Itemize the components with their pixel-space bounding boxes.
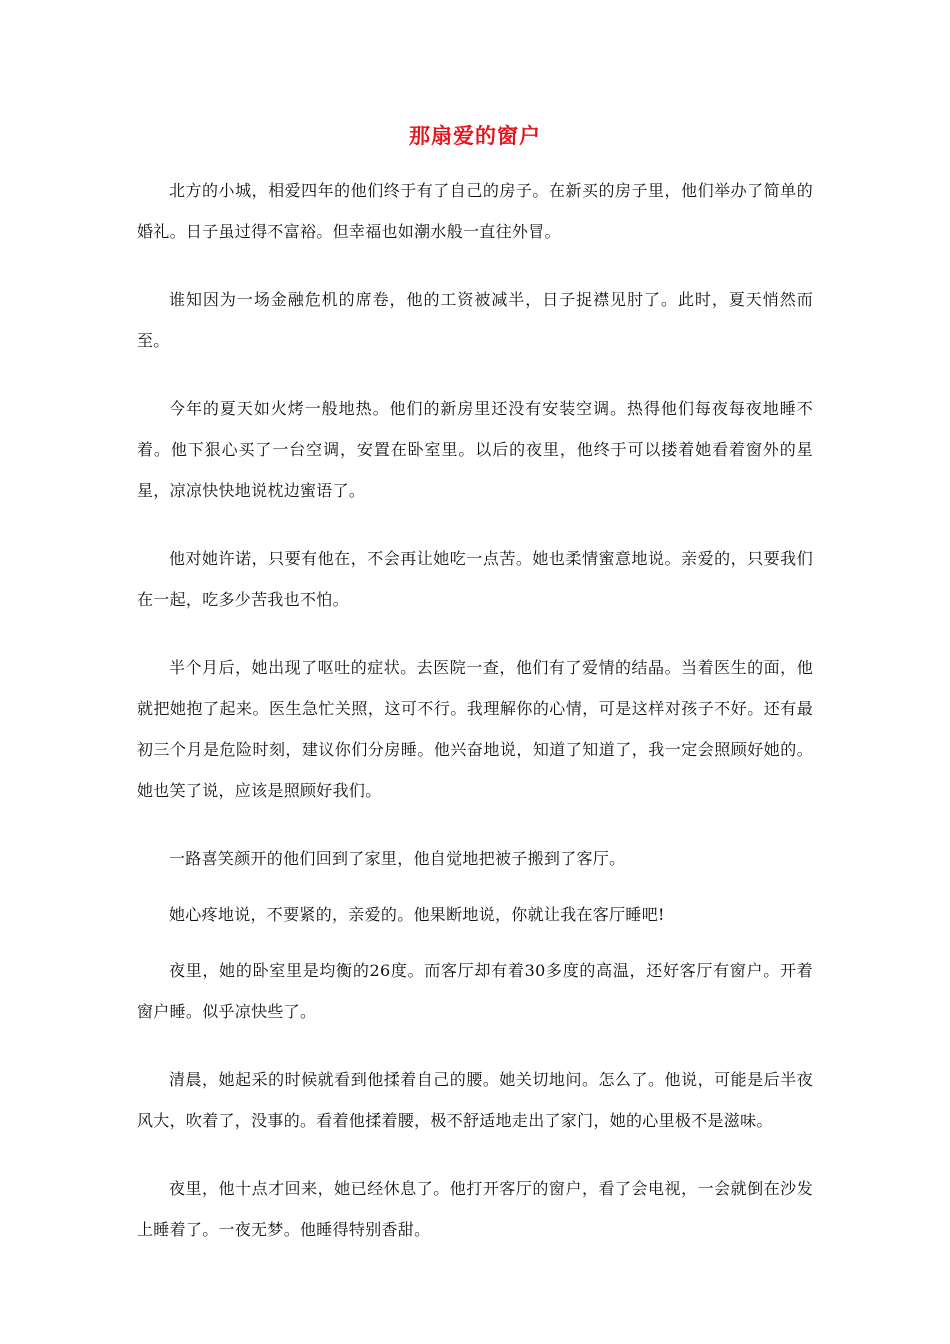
paragraph-7: 她心疼地说，不要紧的，亲爱的。他果断地说，你就让我在客厅睡吧! — [169, 905, 665, 924]
paragraph-10: 夜里，他十点才回来，她已经休息了。他打开客厅的窗户，看了会电视，一会就倒在沙发上睡着了。一夜无梦。他睡得特别香甜。 — [137, 1179, 813, 1239]
paragraph-4: 他对她许诺，只要有他在，不会再让她吃一点苦。她也柔情蜜意地说。亲爱的，只要我们在一起，吃多少苦我也不怕。 — [137, 549, 813, 609]
document-body — [137, 170, 813, 1277]
paragraph-1: 北方的小城，相爱四年的他们终于有了自己的房子。在新买的房子里，他们举办了简单的婚礼。日子虽过得不富裕。但幸福也如潮水般一直往外冒。 — [137, 181, 813, 241]
document-title: 那扇爱的窗户 — [409, 124, 541, 148]
paragraph-9: 清晨，她起采的时候就看到他揉着自己的腰。她关切地问。怎么了。他说，可能是后半夜风大，吹着了，没事的。看着他揉着腰，极不舒适地走出了家门，她的心里极不是滋味。 — [137, 1070, 813, 1130]
paragraph-6: 一路喜笑颜开的他们回到了家里，他自觉地把被子搬到了客厅。 — [169, 849, 626, 868]
paragraph-8: 夜里，她的卧室里是均衡的26度。而客厅却有着30多度的高温，还好客厅有窗户。开着窗户睡。似乎凉快些了。 — [137, 961, 813, 1021]
paragraph-3: 今年的夏天如火烤一般地热。他们的新房里还没有安装空调。热得他们每夜每夜地睡不着。他下狠心买了一台空调，安置在卧室里。以后的夜里，他终于可以搂着她看着窗外的星星，凉凉快快地说枕边蜜语了。 — [137, 399, 813, 500]
paragraph-5: 半个月后，她出现了呕吐的症状。去医院一查，他们有了爱情的结晶。当着医生的面，他就把她抱了起来。医生急忙关照，这可不行。我理解你的心情，可是这样对孩子不好。还有最初三个月是危险时刻，建议你们分房睡。他兴奋地说，知道了知道了，我一定会照顾好她的。她也笑了说，应该是照顾好我们。 — [137, 658, 813, 800]
paragraph-2: 谁知因为一场金融危机的席卷，他的工资被减半，日子捉襟见肘了。此时，夏天悄然而至。 — [137, 290, 813, 350]
